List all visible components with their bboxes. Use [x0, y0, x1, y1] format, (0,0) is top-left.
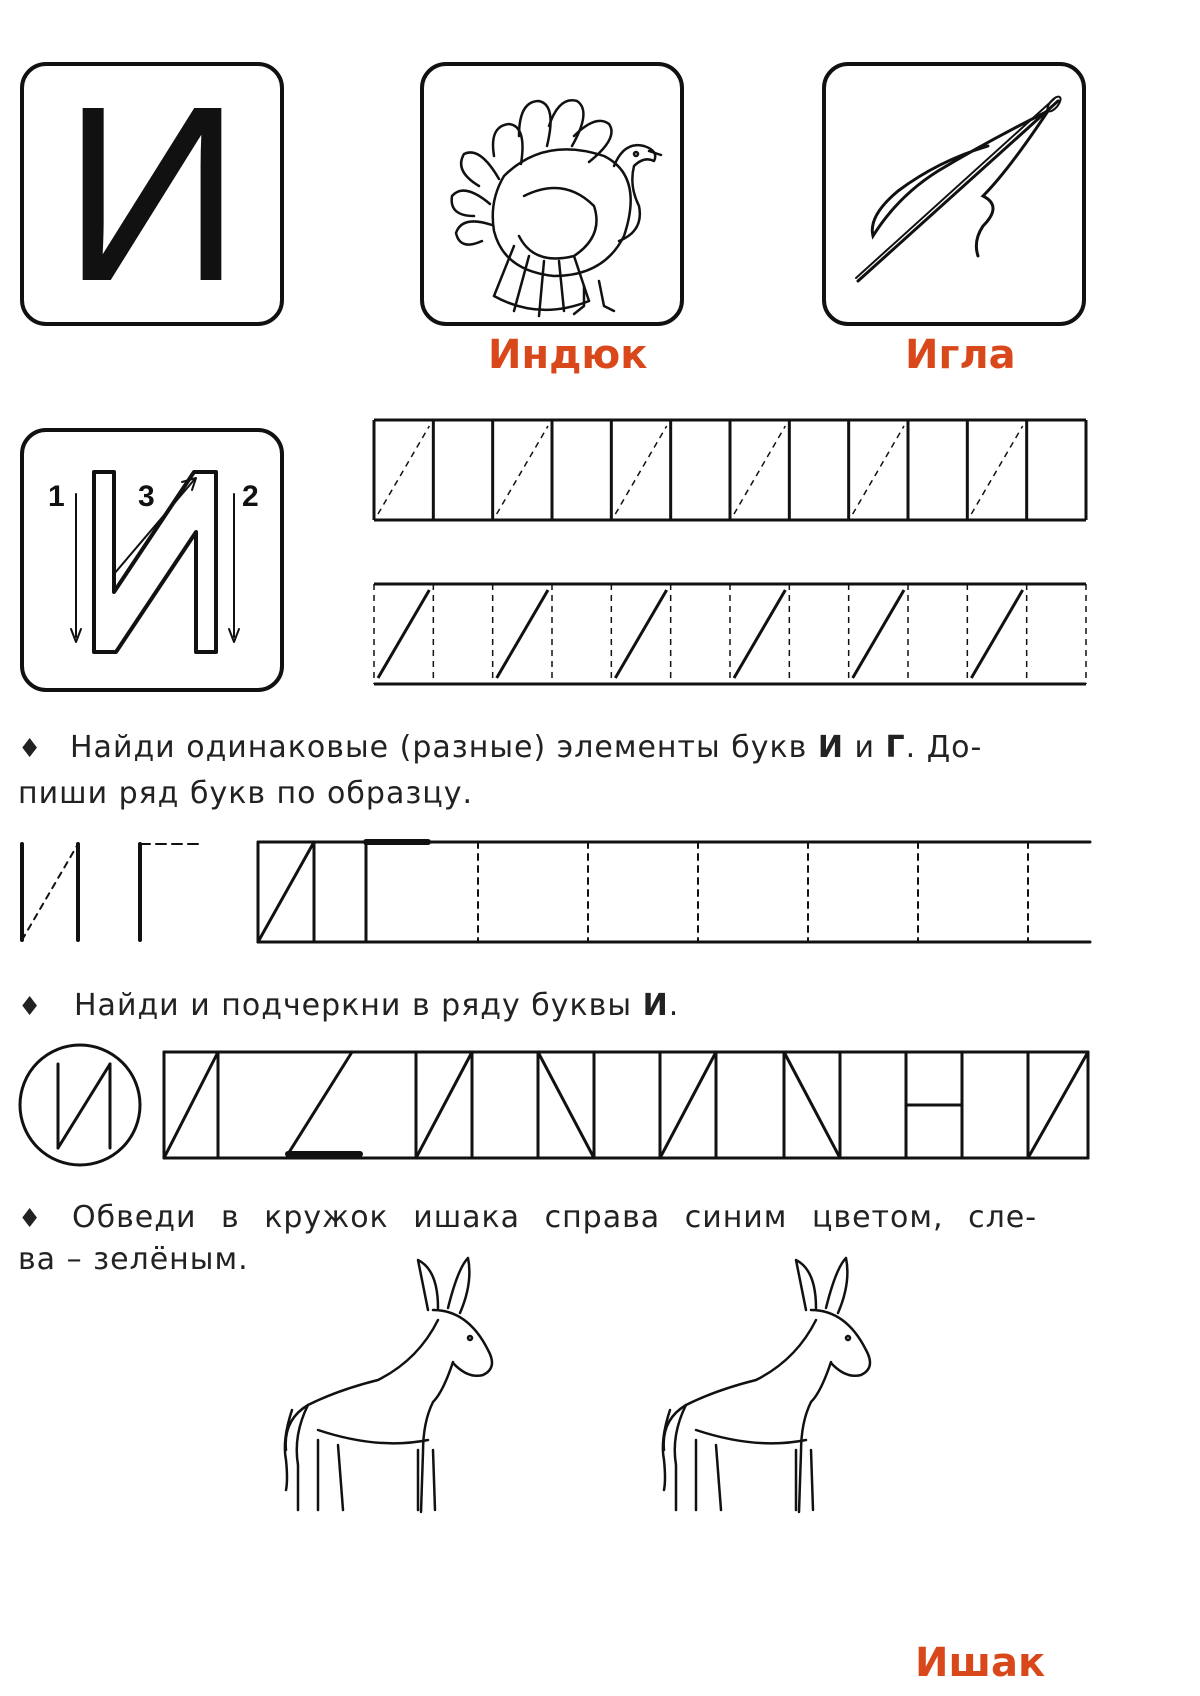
bullet-2: ♦ — [18, 992, 42, 1022]
practice-row-1 — [372, 416, 1088, 524]
word-indyuk: Индюк — [488, 332, 648, 378]
row1-guide-diagonal — [734, 426, 785, 514]
stroke-number-2: 2 — [242, 480, 259, 513]
task2-line — [74, 988, 679, 1023]
row1-guide-diagonal — [615, 426, 666, 514]
word-ishak: Ишак — [915, 1640, 1046, 1686]
task3-line2: ва – зелёным. — [18, 1242, 249, 1277]
big-letter-i: И — [62, 54, 242, 333]
practice-row-2 — [372, 580, 1088, 688]
donkey-icon-left — [278, 1250, 518, 1510]
task2-letter-i: И — [642, 988, 669, 1023]
row2-diagonal — [971, 590, 1022, 678]
letter-row — [14, 1042, 1094, 1168]
row1-guide-diagonal — [378, 426, 429, 514]
word-igla: Игла — [905, 332, 1016, 378]
task1-line1 — [70, 730, 1190, 765]
task2-text: Найди и подчеркни в ряду буквы — [74, 988, 643, 1023]
row2-diagonal — [497, 590, 548, 678]
row2-diagonal — [734, 590, 785, 678]
task1-line2: пиши ряд букв по образцу. — [18, 776, 474, 811]
task1-text-c: . До- — [905, 730, 983, 765]
row2-diagonal — [853, 590, 904, 678]
bullet-3: ♦ — [18, 1204, 42, 1234]
task3-line1: Обведи в кружок ишака справа синим цветом, сле- — [72, 1200, 1038, 1235]
copy-row — [18, 836, 1090, 946]
task1-text-a: Найди одинаковые (разные) элементы букв — [70, 730, 818, 765]
task1-letter-i: И — [817, 730, 844, 765]
row1-guide-diagonal — [971, 426, 1022, 514]
task1-letter-g: Г — [885, 730, 906, 765]
stroke-order-card — [20, 428, 284, 692]
bullet-1: ♦ — [18, 734, 42, 764]
row2-diagonal — [615, 590, 666, 678]
needle-icon — [826, 66, 1090, 330]
row1-guide-diagonal — [497, 426, 548, 514]
stroke-number-3: 3 — [138, 480, 155, 513]
letter-card — [20, 54, 284, 333]
needle-card — [822, 62, 1086, 326]
row1-guide-diagonal — [853, 426, 904, 514]
stroke-number-1: 1 — [48, 480, 65, 513]
task1-text-b: и — [843, 730, 886, 765]
stroke-order-letter — [24, 432, 288, 696]
turkey-card — [420, 62, 684, 326]
row2-diagonal — [378, 590, 429, 678]
turkey-icon — [424, 66, 688, 330]
donkey-icon-right — [656, 1250, 896, 1510]
task2-end: . — [668, 988, 680, 1023]
